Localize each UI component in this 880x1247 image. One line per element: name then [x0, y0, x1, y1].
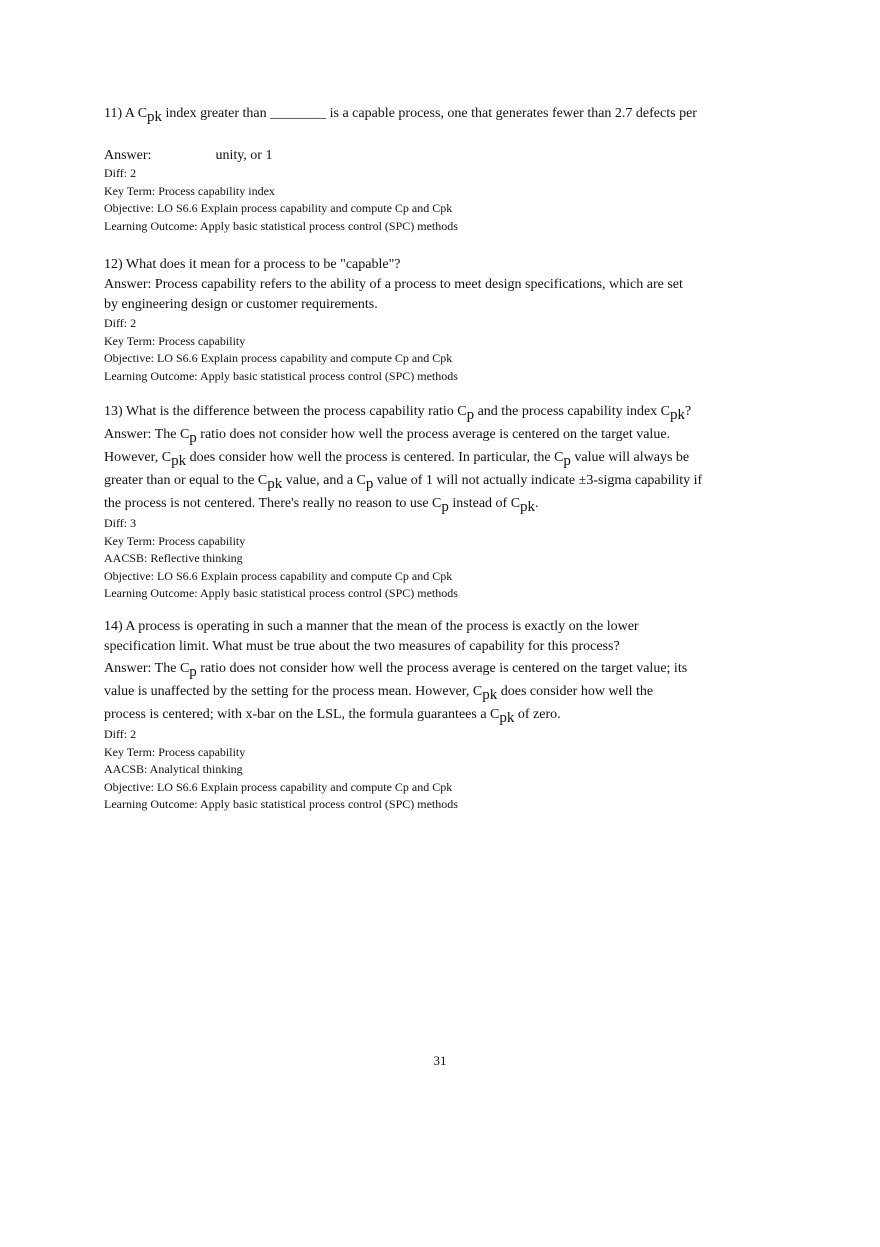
answer-line: Answer: The Cp ratio does not consider how well the process average is centered on the target value; its	[104, 661, 688, 680]
key-term: Key Term: Process capability	[104, 533, 246, 548]
answer-line: by engineering design or customer requirements.	[104, 297, 378, 312]
answer-line: the process is not centered. There's really no reason to use Cp instead of Cpk.	[104, 496, 539, 515]
answer-line: Answer: Process capability refers to the ability of a process to meet design specifications, which are set	[104, 277, 683, 292]
answer-label: Answer:	[104, 148, 152, 163]
key-term: Key Term: Process capability	[104, 744, 246, 759]
question-14	[104, 617, 744, 814]
question-text: 11) A Cpk index greater than ________ is a capable process, one that generates fewer than 2.7 defects per	[104, 106, 697, 125]
objective: Objective: LO S6.6 Explain process capability and compute Cp and Cpk	[104, 351, 453, 365]
key-term: Key Term: Process capability index	[104, 183, 275, 198]
difficulty: Diff: 2	[104, 166, 137, 180]
learning-outcome: Learning Outcome: Apply basic statistical process control (SPC) methods	[104, 797, 458, 811]
page-number: 31	[433, 1053, 447, 1068]
aacsb: AACSB: Analytical thinking	[104, 762, 243, 776]
objective: Objective: LO S6.6 Explain process capability and compute Cp and Cpk	[104, 568, 453, 583]
difficulty: Diff: 2	[104, 316, 137, 330]
question-12	[104, 255, 744, 385]
objective: Objective: LO S6.6 Explain process capability and compute Cp and Cpk	[104, 779, 453, 794]
key-term: Key Term: Process capability	[104, 333, 246, 348]
question-text: specification limit. What must be true about the two measures of capability for this process?	[104, 639, 620, 654]
answer-line: process is centered; with x-bar on the LSL, the formula guarantees a Cpk of zero.	[104, 707, 561, 726]
learning-outcome: Learning Outcome: Apply basic statistical process control (SPC) methods	[104, 368, 458, 383]
answer-line: Answer: The Cp ratio does not consider how well the process average is centered on the target value.	[104, 427, 671, 446]
objective: Objective: LO S6.6 Explain process capability and compute Cp and Cpk	[104, 201, 453, 215]
answer-line: value is unaffected by the setting for the process mean. However, Cpk does consider how well the	[104, 684, 654, 703]
answer-line: greater than or equal to the Cpk value, and a Cp value of 1 will not actually indicate ±3-sigma capability if	[104, 473, 703, 492]
aacsb: AACSB: Reflective thinking	[104, 551, 243, 565]
question-13	[104, 400, 744, 603]
answer-line: However, Cpk does consider how well the process is centered. In particular, the Cp value will always be	[104, 450, 690, 469]
question-text: 13) What is the difference between the process capability ratio Cp and the process capability index Cpk?	[104, 404, 692, 423]
question-11	[104, 104, 744, 235]
question-text: 14) A process is operating in such a manner that the mean of the process is exactly on the lower	[104, 619, 639, 634]
answer-line	[104, 146, 744, 165]
learning-outcome: Learning Outcome: Apply basic statistical process control (SPC) methods	[104, 218, 458, 233]
difficulty: Diff: 2	[104, 727, 137, 741]
question-text: 12) What does it mean for a process to be "capable"?	[104, 257, 401, 272]
answer-text: unity, or 1	[215, 148, 273, 163]
difficulty: Diff: 3	[104, 516, 137, 530]
learning-outcome: Learning Outcome: Apply basic statistical process control (SPC) methods	[104, 586, 458, 600]
